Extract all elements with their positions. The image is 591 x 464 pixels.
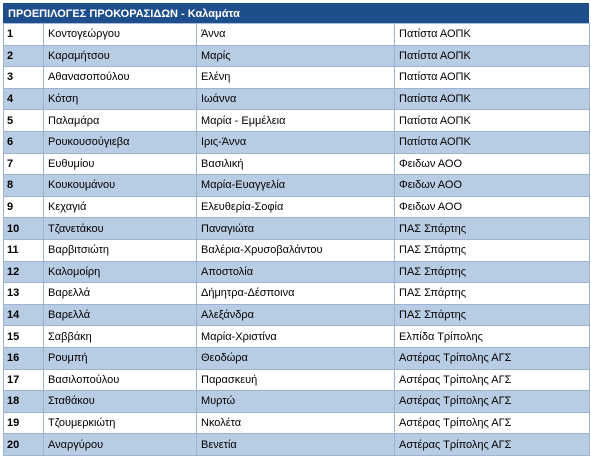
cell-first-name[interactable]: Ιωάννα bbox=[197, 88, 395, 110]
cell-surname[interactable]: Κεχαγιά bbox=[44, 196, 197, 218]
cell-surname[interactable]: Τζανετάκου bbox=[44, 218, 197, 240]
cell-club[interactable]: Πατίστα ΑΟΠΚ bbox=[395, 67, 590, 89]
table-row bbox=[4, 304, 590, 326]
cell-first-name[interactable]: Αλεξάνδρα bbox=[197, 304, 395, 326]
table-row bbox=[4, 261, 590, 283]
cell-first-name[interactable]: Ελευθερία-Σοφία bbox=[197, 196, 395, 218]
cell-club[interactable]: Αστέρας Τρίπολης ΑΓΣ bbox=[395, 434, 590, 456]
cell-number[interactable]: 8 bbox=[4, 175, 44, 197]
table-row bbox=[4, 175, 590, 197]
cell-club[interactable]: ΠΑΣ Σπάρτης bbox=[395, 283, 590, 305]
table-row bbox=[4, 369, 590, 391]
cell-number[interactable]: 19 bbox=[4, 412, 44, 434]
cell-surname[interactable]: Βαρελλά bbox=[44, 304, 197, 326]
cell-first-name[interactable]: Δήμητρα-Δέσποινα bbox=[197, 283, 395, 305]
table-row bbox=[4, 153, 590, 175]
cell-surname[interactable]: Παλαμάρα bbox=[44, 110, 197, 132]
cell-surname[interactable]: Ρουμπή bbox=[44, 347, 197, 369]
cell-first-name[interactable]: Παναγιώτα bbox=[197, 218, 395, 240]
cell-number[interactable]: 18 bbox=[4, 391, 44, 413]
table-row bbox=[4, 391, 590, 413]
cell-club[interactable]: Πατίστα ΑΟΠΚ bbox=[395, 24, 590, 46]
cell-surname[interactable]: Σταθάκου bbox=[44, 391, 197, 413]
cell-surname[interactable]: Αθανασοπούλου bbox=[44, 67, 197, 89]
cell-club[interactable]: Αστέρας Τρίπολης ΑΓΣ bbox=[395, 412, 590, 434]
table-row bbox=[4, 412, 590, 434]
cell-number[interactable]: 5 bbox=[4, 110, 44, 132]
cell-number[interactable]: 16 bbox=[4, 347, 44, 369]
cell-surname[interactable]: Καραμήτσου bbox=[44, 45, 197, 67]
table-row bbox=[4, 67, 590, 89]
cell-number[interactable]: 3 bbox=[4, 67, 44, 89]
cell-number[interactable]: 7 bbox=[4, 153, 44, 175]
cell-surname[interactable]: Ευθυμίου bbox=[44, 153, 197, 175]
cell-first-name[interactable]: Θεοδώρα bbox=[197, 347, 395, 369]
cell-surname[interactable]: Κουκουμάνου bbox=[44, 175, 197, 197]
cell-surname[interactable]: Κοντογεώργου bbox=[44, 24, 197, 46]
cell-first-name[interactable]: Μαρία - Εμμέλεια bbox=[197, 110, 395, 132]
cell-surname[interactable]: Αναργύρου bbox=[44, 434, 197, 456]
cell-club[interactable]: Πατίστα ΑΟΠΚ bbox=[395, 131, 590, 153]
table-row bbox=[4, 283, 590, 305]
table-row bbox=[4, 434, 590, 456]
cell-surname[interactable]: Βασιλοπούλου bbox=[44, 369, 197, 391]
spreadsheet bbox=[3, 3, 589, 456]
cell-club[interactable]: Πατίστα ΑΟΠΚ bbox=[395, 45, 590, 67]
cell-first-name[interactable]: Ελένη bbox=[197, 67, 395, 89]
cell-surname[interactable]: Σαββάκη bbox=[44, 326, 197, 348]
cell-number[interactable]: 13 bbox=[4, 283, 44, 305]
cell-number[interactable]: 12 bbox=[4, 261, 44, 283]
cell-number[interactable]: 10 bbox=[4, 218, 44, 240]
cell-first-name[interactable]: Ιρις-Άννα bbox=[197, 131, 395, 153]
table-row bbox=[4, 326, 590, 348]
cell-club[interactable]: Φειδων ΑΟΟ bbox=[395, 175, 590, 197]
cell-surname[interactable]: Ρουκουσούγιεβα bbox=[44, 131, 197, 153]
cell-first-name[interactable]: Μαρίς bbox=[197, 45, 395, 67]
cell-club[interactable]: Αστέρας Τρίπολης ΑΓΣ bbox=[395, 391, 590, 413]
table-row bbox=[4, 196, 590, 218]
table-row bbox=[4, 88, 590, 110]
roster-table bbox=[3, 23, 590, 456]
table-row bbox=[4, 24, 590, 46]
cell-number[interactable]: 11 bbox=[4, 239, 44, 261]
cell-first-name[interactable]: Άννα bbox=[197, 24, 395, 46]
cell-number[interactable]: 6 bbox=[4, 131, 44, 153]
cell-number[interactable]: 14 bbox=[4, 304, 44, 326]
cell-club[interactable]: ΠΑΣ Σπάρτης bbox=[395, 218, 590, 240]
cell-first-name[interactable]: Μαρία-Ευαγγελία bbox=[197, 175, 395, 197]
table-row bbox=[4, 45, 590, 67]
cell-number[interactable]: 1 bbox=[4, 24, 44, 46]
cell-surname[interactable]: Βαρβιτσιώτη bbox=[44, 239, 197, 261]
sheet-title[interactable]: ΠΡΟΕΠΙΛΟΓΕΣ ΠΡΟΚΟΡΑΣΙΔΩΝ - Καλαμάτα bbox=[3, 3, 589, 23]
table-row bbox=[4, 131, 590, 153]
cell-club[interactable]: Φειδων ΑΟΟ bbox=[395, 153, 590, 175]
cell-club[interactable]: Αστέρας Τρίπολης ΑΓΣ bbox=[395, 347, 590, 369]
cell-club[interactable]: Πατίστα ΑΟΠΚ bbox=[395, 110, 590, 132]
table-row bbox=[4, 110, 590, 132]
cell-club[interactable]: ΠΑΣ Σπάρτης bbox=[395, 304, 590, 326]
cell-first-name[interactable]: Βενετία bbox=[197, 434, 395, 456]
cell-club[interactable]: Πατίστα ΑΟΠΚ bbox=[395, 88, 590, 110]
table-row bbox=[4, 239, 590, 261]
cell-number[interactable]: 4 bbox=[4, 88, 44, 110]
cell-club[interactable]: Ελπίδα Τρίπολης bbox=[395, 326, 590, 348]
cell-surname[interactable]: Τζουμερκιώτη bbox=[44, 412, 197, 434]
cell-club[interactable]: ΠΑΣ Σπάρτης bbox=[395, 239, 590, 261]
cell-first-name[interactable]: Μαρία-Χριστίνα bbox=[197, 326, 395, 348]
cell-surname[interactable]: Καλομοίρη bbox=[44, 261, 197, 283]
cell-first-name[interactable]: Νκολέτα bbox=[197, 412, 395, 434]
table-row bbox=[4, 218, 590, 240]
cell-first-name[interactable]: Βασιλική bbox=[197, 153, 395, 175]
roster-table-body bbox=[4, 24, 590, 456]
cell-surname[interactable]: Κότση bbox=[44, 88, 197, 110]
cell-number[interactable]: 2 bbox=[4, 45, 44, 67]
cell-number[interactable]: 20 bbox=[4, 434, 44, 456]
table-row bbox=[4, 347, 590, 369]
cell-club[interactable]: ΠΑΣ Σπάρτης bbox=[395, 261, 590, 283]
cell-first-name[interactable]: Μυρτώ bbox=[197, 391, 395, 413]
cell-number[interactable]: 17 bbox=[4, 369, 44, 391]
cell-number[interactable]: 15 bbox=[4, 326, 44, 348]
cell-club[interactable]: Φειδων ΑΟΟ bbox=[395, 196, 590, 218]
cell-first-name[interactable]: Παρασκευή bbox=[197, 369, 395, 391]
cell-club[interactable]: Αστέρας Τρίπολης ΑΓΣ bbox=[395, 369, 590, 391]
cell-first-name[interactable]: Αποστολία bbox=[197, 261, 395, 283]
cell-first-name[interactable]: Βαλέρια-Χρυσοβαλάντου bbox=[197, 239, 395, 261]
cell-surname[interactable]: Βαρελλά bbox=[44, 283, 197, 305]
cell-number[interactable]: 9 bbox=[4, 196, 44, 218]
